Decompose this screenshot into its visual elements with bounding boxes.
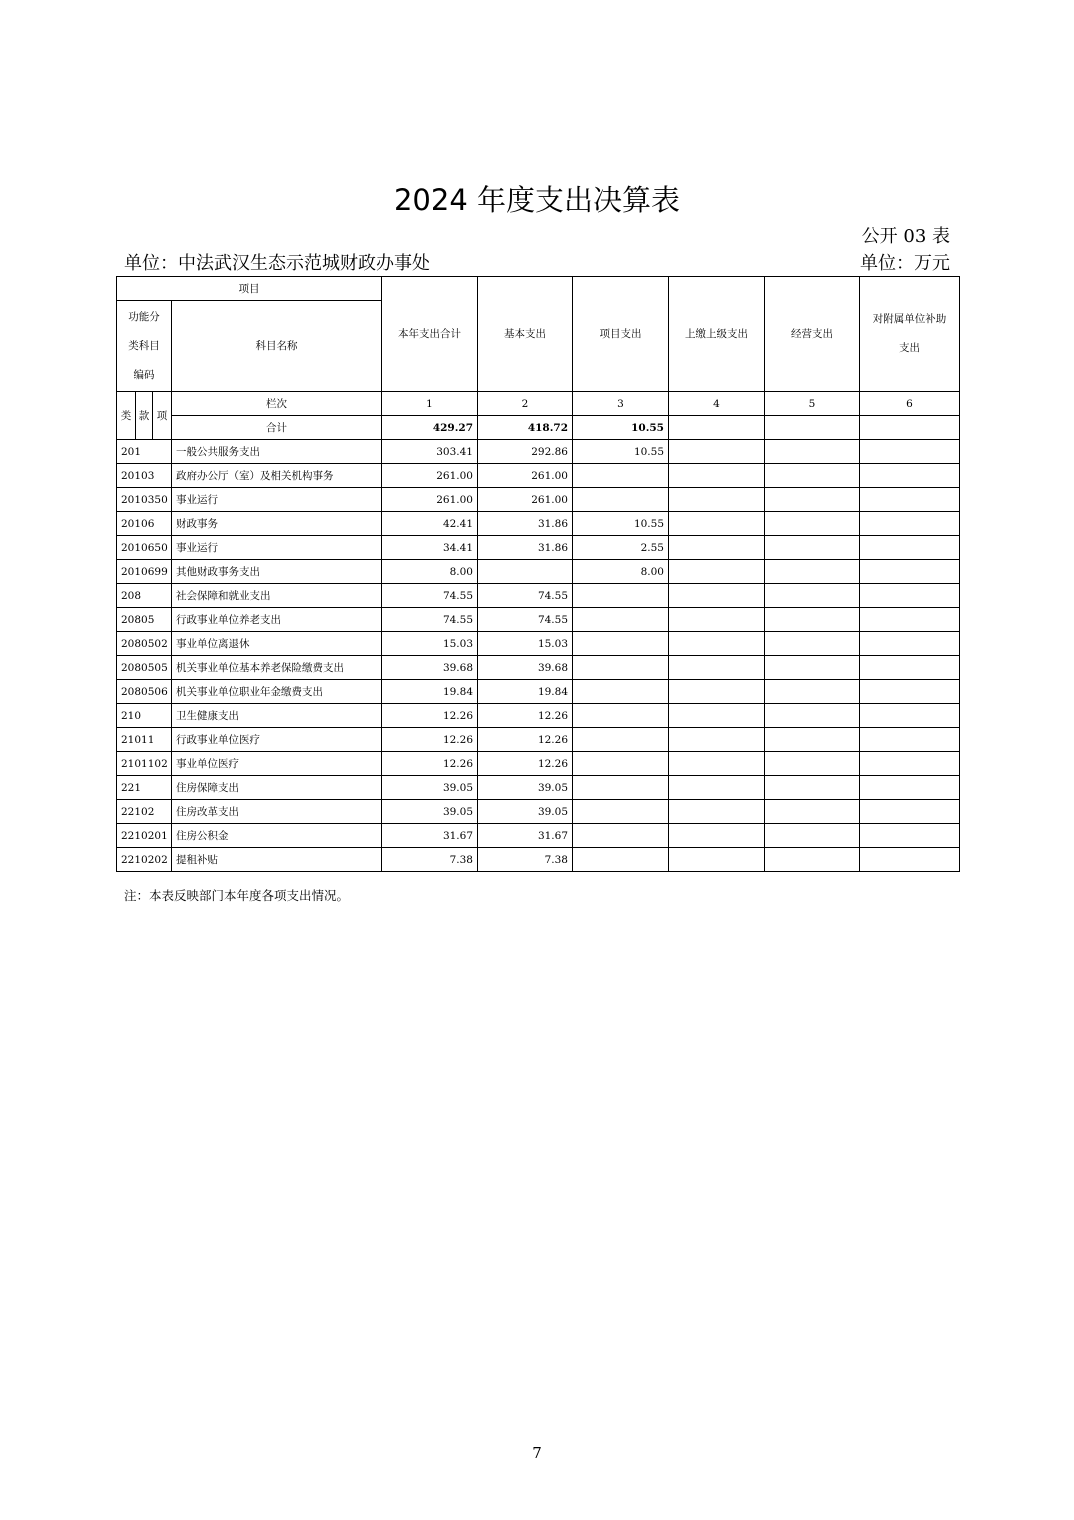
row-business — [765, 656, 860, 680]
row-subsidy — [860, 608, 960, 632]
row-business — [765, 488, 860, 512]
row-code: 2080502 — [117, 632, 172, 656]
row-project: 8.00 — [573, 560, 669, 584]
row-basic: 12.26 — [478, 704, 573, 728]
row-business — [765, 632, 860, 656]
row-business — [765, 608, 860, 632]
row-code: 22102 — [117, 800, 172, 824]
col-number-1: 1 — [382, 392, 478, 416]
row-basic: 19.84 — [478, 680, 573, 704]
row-superior — [669, 512, 765, 536]
row-total: 19.84 — [382, 680, 478, 704]
header-superior: 上缴上级支出 — [669, 277, 765, 392]
row-subsidy — [860, 776, 960, 800]
row-code: 20103 — [117, 464, 172, 488]
table-row — [117, 632, 960, 656]
row-subsidy — [860, 512, 960, 536]
row-total: 12.26 — [382, 752, 478, 776]
row-subject-name: 卫生健康支出 — [172, 704, 382, 728]
row-subject-name: 住房保障支出 — [172, 776, 382, 800]
table-row — [117, 848, 960, 872]
table-row — [117, 608, 960, 632]
row-subsidy — [860, 704, 960, 728]
row-subject-name: 机关事业单位基本养老保险缴费支出 — [172, 656, 382, 680]
row-subject-name: 提租补贴 — [172, 848, 382, 872]
header-subsidy — [860, 277, 960, 392]
total-basic: 418.72 — [478, 416, 573, 440]
row-subject-name: 住房公积金 — [172, 824, 382, 848]
row-subsidy — [860, 800, 960, 824]
row-business — [765, 824, 860, 848]
header-subsidy-line1: 对附属单位补助 — [872, 313, 947, 325]
row-code: 2010650 — [117, 536, 172, 560]
col-number-6: 6 — [860, 392, 960, 416]
header-project: 项目支出 — [573, 277, 669, 392]
row-project — [573, 752, 669, 776]
table-row — [117, 560, 960, 584]
row-total: 39.05 — [382, 800, 478, 824]
row-subject-name: 其他财政事务支出 — [172, 560, 382, 584]
row-code: 210 — [117, 704, 172, 728]
row-project — [573, 464, 669, 488]
unit-name: 单位：中法武汉生态示范城财政办事处 — [124, 253, 430, 274]
row-project — [573, 632, 669, 656]
col-number-5: 5 — [765, 392, 860, 416]
row-subject-name: 社会保障和就业支出 — [172, 584, 382, 608]
row-total: 39.68 — [382, 656, 478, 680]
total-business — [765, 416, 860, 440]
row-basic: 15.03 — [478, 632, 573, 656]
row-total: 303.41 — [382, 440, 478, 464]
row-superior — [669, 560, 765, 584]
row-subsidy — [860, 752, 960, 776]
header-kuan: 款 — [136, 392, 153, 440]
row-business — [765, 584, 860, 608]
row-basic: 39.05 — [478, 776, 573, 800]
page-title: 2024 年度支出决算表 — [393, 183, 681, 217]
row-subsidy — [860, 848, 960, 872]
row-business — [765, 680, 860, 704]
row-code: 2010699 — [117, 560, 172, 584]
row-subsidy — [860, 824, 960, 848]
row-code: 2080506 — [117, 680, 172, 704]
row-subject-name: 事业运行 — [172, 488, 382, 512]
row-business — [765, 776, 860, 800]
row-project: 10.55 — [573, 440, 669, 464]
table-row — [117, 512, 960, 536]
row-business — [765, 848, 860, 872]
row-superior — [669, 608, 765, 632]
table-row — [117, 776, 960, 800]
table-row — [117, 584, 960, 608]
row-superior — [669, 440, 765, 464]
unit-currency: 单位：万元 — [860, 253, 950, 274]
row-subject-name: 行政事业单位医疗 — [172, 728, 382, 752]
row-code: 201 — [117, 440, 172, 464]
row-subsidy — [860, 536, 960, 560]
col-number-4: 4 — [669, 392, 765, 416]
row-subsidy — [860, 680, 960, 704]
row-superior — [669, 848, 765, 872]
row-subject-name: 政府办公厅（室）及相关机构事务 — [172, 464, 382, 488]
table-row — [117, 440, 960, 464]
row-total: 261.00 — [382, 488, 478, 512]
row-subject-name: 住房改革支出 — [172, 800, 382, 824]
total-row — [117, 416, 960, 440]
row-business — [765, 560, 860, 584]
header-xiang: 项 — [153, 392, 172, 440]
row-basic: 31.86 — [478, 536, 573, 560]
row-code: 2010350 — [117, 488, 172, 512]
row-subject-name: 财政事务 — [172, 512, 382, 536]
row-superior — [669, 632, 765, 656]
row-project — [573, 728, 669, 752]
row-basic: 39.05 — [478, 800, 573, 824]
row-superior — [669, 536, 765, 560]
col-number-3: 3 — [573, 392, 669, 416]
expenditure-table — [116, 276, 960, 872]
row-business — [765, 464, 860, 488]
row-subsidy — [860, 728, 960, 752]
row-subsidy — [860, 560, 960, 584]
table-row — [117, 704, 960, 728]
row-subject-name: 一般公共服务支出 — [172, 440, 382, 464]
row-total: 7.38 — [382, 848, 478, 872]
row-total: 39.05 — [382, 776, 478, 800]
row-total: 12.26 — [382, 704, 478, 728]
row-subsidy — [860, 440, 960, 464]
row-subsidy — [860, 464, 960, 488]
header-item: 项目 — [117, 277, 382, 301]
table-row — [117, 824, 960, 848]
row-total: 15.03 — [382, 632, 478, 656]
row-superior — [669, 776, 765, 800]
header-total: 本年支出合计 — [382, 277, 478, 392]
table-row — [117, 656, 960, 680]
row-superior — [669, 464, 765, 488]
col-number-2: 2 — [478, 392, 573, 416]
row-project — [573, 800, 669, 824]
row-superior — [669, 656, 765, 680]
header-subject-name: 科目名称 — [172, 301, 382, 392]
row-project — [573, 488, 669, 512]
total-label: 合计 — [172, 416, 382, 440]
header-lei: 类 — [117, 392, 136, 440]
header-business: 经营支出 — [765, 277, 860, 392]
row-basic: 12.26 — [478, 752, 573, 776]
row-business — [765, 440, 860, 464]
total-subsidy — [860, 416, 960, 440]
row-code: 2080505 — [117, 656, 172, 680]
row-code: 2210202 — [117, 848, 172, 872]
row-project — [573, 704, 669, 728]
header-func-code-line3: 编码 — [133, 368, 155, 381]
table-row — [117, 800, 960, 824]
header-func-code — [117, 301, 172, 392]
row-project — [573, 656, 669, 680]
row-superior — [669, 824, 765, 848]
row-subject-name: 机关事业单位职业年金缴费支出 — [172, 680, 382, 704]
row-superior — [669, 680, 765, 704]
row-business — [765, 800, 860, 824]
row-basic: 74.55 — [478, 584, 573, 608]
table-row — [117, 488, 960, 512]
row-business — [765, 704, 860, 728]
row-basic: 7.38 — [478, 848, 573, 872]
row-business — [765, 728, 860, 752]
row-project — [573, 608, 669, 632]
row-project — [573, 680, 669, 704]
header-subsidy-line2: 支出 — [899, 342, 920, 354]
row-code: 20805 — [117, 608, 172, 632]
row-project — [573, 776, 669, 800]
row-basic: 292.86 — [478, 440, 573, 464]
row-subsidy — [860, 584, 960, 608]
row-total: 74.55 — [382, 584, 478, 608]
row-business — [765, 512, 860, 536]
row-basic: 31.67 — [478, 824, 573, 848]
table-note: 注：本表反映部门本年度各项支出情况。 — [124, 888, 350, 903]
row-code: 2210201 — [117, 824, 172, 848]
row-basic: 74.55 — [478, 608, 573, 632]
row-code: 21011 — [117, 728, 172, 752]
row-subsidy — [860, 488, 960, 512]
row-total: 42.41 — [382, 512, 478, 536]
row-superior — [669, 488, 765, 512]
row-superior — [669, 800, 765, 824]
row-basic: 39.68 — [478, 656, 573, 680]
row-subsidy — [860, 656, 960, 680]
row-basic — [478, 560, 573, 584]
row-project — [573, 824, 669, 848]
row-superior — [669, 728, 765, 752]
row-basic: 31.86 — [478, 512, 573, 536]
page-number: 7 — [532, 1444, 542, 1462]
table-row — [117, 752, 960, 776]
row-business — [765, 536, 860, 560]
header-func-code-line1: 功能分 — [128, 310, 160, 323]
row-total: 34.41 — [382, 536, 478, 560]
header-basic: 基本支出 — [478, 277, 573, 392]
total-amount: 429.27 — [382, 416, 478, 440]
row-total: 8.00 — [382, 560, 478, 584]
total-project: 10.55 — [573, 416, 669, 440]
row-total: 12.26 — [382, 728, 478, 752]
row-superior — [669, 704, 765, 728]
row-code: 2101102 — [117, 752, 172, 776]
row-superior — [669, 584, 765, 608]
total-superior — [669, 416, 765, 440]
table-row — [117, 464, 960, 488]
row-code: 20106 — [117, 512, 172, 536]
row-basic: 12.26 — [478, 728, 573, 752]
table-row — [117, 680, 960, 704]
table-code: 公开 03 表 — [861, 226, 950, 247]
row-project — [573, 584, 669, 608]
row-superior — [669, 752, 765, 776]
row-code: 221 — [117, 776, 172, 800]
row-total: 74.55 — [382, 608, 478, 632]
row-project: 2.55 — [573, 536, 669, 560]
header-func-code-line2: 类科目 — [128, 339, 160, 352]
row-project — [573, 848, 669, 872]
row-total: 261.00 — [382, 464, 478, 488]
row-basic: 261.00 — [478, 464, 573, 488]
row-business — [765, 752, 860, 776]
row-subsidy — [860, 632, 960, 656]
row-subject-name: 事业单位医疗 — [172, 752, 382, 776]
row-project: 10.55 — [573, 512, 669, 536]
table-row — [117, 728, 960, 752]
header-lanci: 栏次 — [172, 392, 382, 416]
row-subject-name: 事业运行 — [172, 536, 382, 560]
row-basic: 261.00 — [478, 488, 573, 512]
row-subject-name: 行政事业单位养老支出 — [172, 608, 382, 632]
row-code: 208 — [117, 584, 172, 608]
table-row — [117, 536, 960, 560]
row-subject-name: 事业单位离退休 — [172, 632, 382, 656]
row-total: 31.67 — [382, 824, 478, 848]
